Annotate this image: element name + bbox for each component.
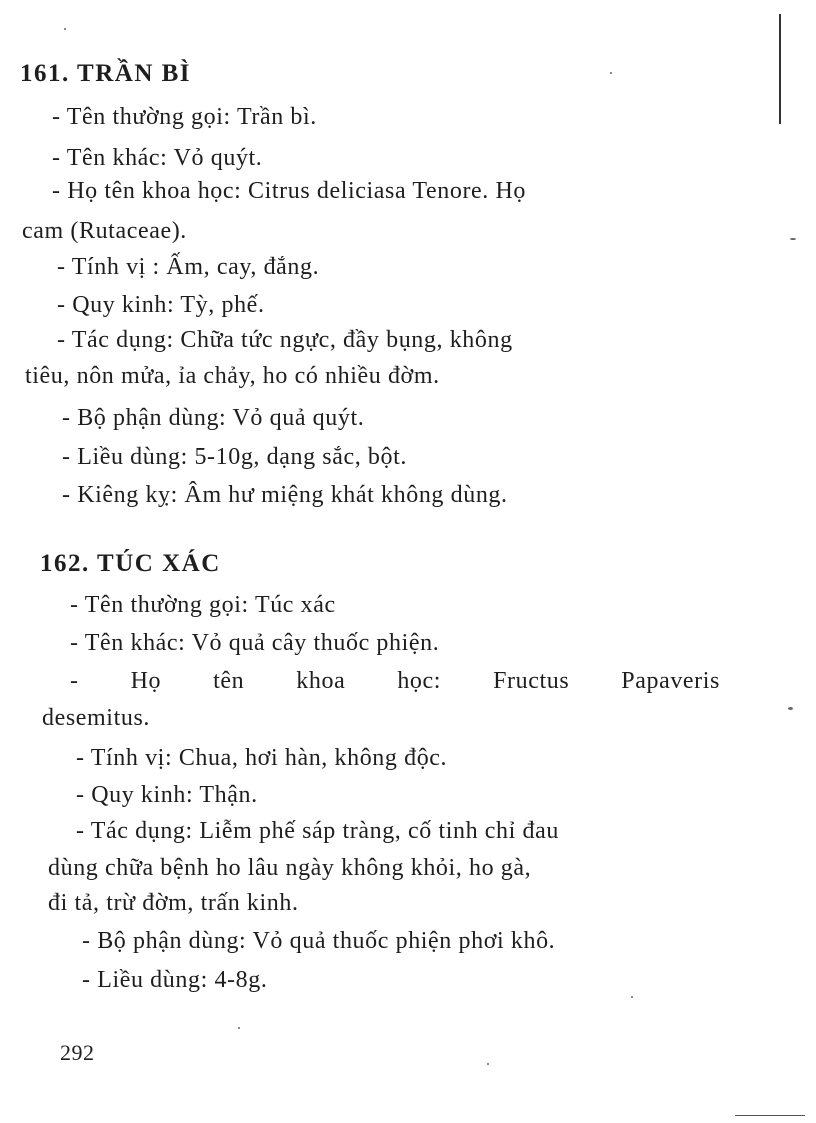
text-line: - Bộ phận dùng: Vỏ quả thuốc phiện phơi khô. [82, 928, 556, 954]
page-number: 292 [60, 1040, 95, 1065]
text-line: - Tên khác: Vỏ quả cây thuốc phiện. [70, 630, 440, 656]
text-line: - Kiêng kỵ: Âm hư miệng khát không dùng. [62, 482, 508, 508]
text-line: - Tính vị : Ấm, cay, đắng. [57, 254, 320, 280]
section-heading-162: 162. TÚC XÁC [40, 550, 221, 577]
scan-speck [631, 996, 633, 998]
scan-speck [610, 72, 612, 74]
word: khoa [296, 668, 346, 694]
scan-speck [487, 1063, 489, 1065]
text-line: - Họ tên khoa học: Citrus deliciasa Tenore. Họ [52, 178, 527, 204]
text-line: - Tính vị: Chua, hơi hàn, không độc. [76, 745, 448, 771]
text-line: tiêu, nôn mửa, ỉa chảy, ho có nhiều đờm. [25, 363, 440, 389]
text-line: - Liều dùng: 5-10g, dạng sắc, bột. [62, 444, 407, 470]
text-line: cam (Rutaceae). [22, 218, 187, 244]
word: học: [397, 668, 442, 694]
text-line: - Tác dụng: Chữa tức ngực, đầy bụng, không [57, 327, 513, 353]
scan-speck [64, 28, 66, 30]
word: Họ [130, 668, 162, 694]
text-line: - Quy kinh: Tỳ, phế. [57, 292, 265, 318]
word: Papaveris [621, 668, 720, 694]
scan-speck [790, 238, 796, 240]
word: Fructus [493, 668, 570, 694]
text-line: dùng chữa bệnh ho lâu ngày không khỏi, ho gà, [48, 855, 532, 881]
text-line: - Tên khác: Vỏ quýt. [52, 145, 263, 171]
text-line: đi tả, trừ đờm, trấn kinh. [48, 890, 299, 916]
text-line: - Tác dụng: Liễm phế sáp tràng, cố tinh chỉ đau [76, 818, 559, 844]
word: - [70, 668, 79, 694]
text-line: - Quy kinh: Thận. [76, 782, 258, 808]
bottom-rule [735, 1115, 805, 1116]
text-line: - Tên thường gọi: Túc xác [70, 592, 336, 618]
section-heading-161: 161. TRẦN BÌ [20, 60, 192, 87]
text-line: - Liều dùng: 4-8g. [82, 967, 268, 993]
text-line: - Bộ phận dùng: Vỏ quả quýt. [62, 405, 365, 431]
justified-line [70, 668, 720, 695]
scan-speck [238, 1027, 240, 1029]
word: tên [213, 668, 245, 694]
margin-rule [779, 14, 781, 124]
text-line: - Tên thường gọi: Trần bì. [52, 104, 317, 130]
text-line: desemitus. [42, 705, 150, 731]
scan-speck [788, 707, 793, 710]
